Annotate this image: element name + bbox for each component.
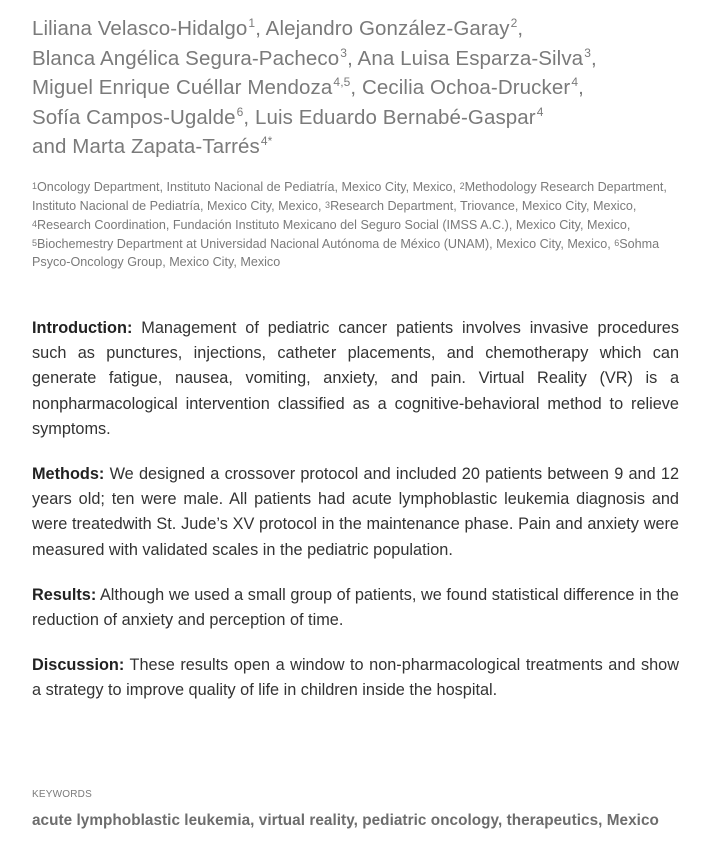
author-affiliation-ref: 2 [510,16,518,30]
affiliation-text: Research Department, Triovance, Mexico City, Mexico, [330,199,637,213]
author-name: Sofía Campos-Ugalde [32,105,236,129]
author-name: Blanca Angélica Segura-Pacheco [32,46,340,70]
author-affiliation-ref: 6 [236,104,244,119]
section-text-discussion: These results open a window to non-pharmacological treatments and show a strategy to improve quality of life in children inside the hospital. [32,656,679,700]
abstract-methods [32,462,679,563]
section-label-results: Results: [32,585,97,604]
abstract [32,316,679,724]
author-name: and Marta Zapata-Tarrés [32,135,260,158]
section-text-introduction: Management of pediatric cancer patients involves invasive procedures such as punctures, injections, catheter placements, and chemotherapy which can generate fatigue, nausea, vomiting, anxiety, and pain. Virtual Reality (VR) is a nonpharmacological intervention classified as a cognitive-behavioral method to relieve symptoms. [32,319,679,438]
author-line [32,44,702,74]
author-line [32,132,702,162]
author-line [32,103,702,133]
affiliation-text: Methodology Research Department, Instituto Nacional de Pediatría, Mexico City, Mexico, [32,180,667,213]
author-affiliation-ref: 4,5 [333,75,351,89]
affiliation-number: 1 [32,181,38,191]
author-list [32,14,702,162]
affiliation-number: 3 [325,200,331,210]
author-line [32,73,702,103]
author-affiliation-ref: 4 [536,104,544,119]
affiliation-text: Oncology Department, Instituto Nacional de Pediatría, Mexico City, Mexico, [37,180,460,194]
author-separator: , [517,17,524,40]
keywords-list: acute lymphoblastic leukemia, virtual reality, pediatric oncology, therapeutics, Mexico [32,812,659,829]
section-text-methods: We designed a crossover protocol and included 20 patients between 9 and 12 years old; ten were male. All patients had acute lymphoblastic leukemia diagnosis and were treatedwith St. Jude’s XV protocol in the maintenance phase. Pain and anxiety were measured with validated scales in the pediatric population. [32,465,679,559]
author-affiliation-ref: 4 [571,75,579,89]
affiliation-text: Sohma Psyco-Oncology Group, Mexico City, Mexico [32,237,660,269]
author-name: Ana Luisa Esparza-Silva [357,46,584,70]
section-label-methods: Methods: [32,465,105,484]
author-affiliation-ref: 3 [584,45,591,60]
keywords-heading: KEYWORDS [32,789,92,800]
author-name: Cecilia Ochoa-Drucker [362,76,571,99]
author-separator: , [578,76,584,99]
author-separator: , [243,105,255,129]
affiliations [32,177,692,271]
author-name: Miguel Enrique Cuéllar Mendoza [32,76,333,99]
affiliation-number: 5 [32,238,38,248]
author-line [32,14,702,44]
author-separator: , [590,46,597,70]
author-name: Luis Eduardo Bernabé-Gaspar [254,105,536,129]
section-label-introduction: Introduction: [32,319,133,337]
affiliation-number: 6 [614,238,620,248]
section-text-results: Although we used a small group of patients, we found statistical difference in the reduction of anxiety and perception of time. [32,585,679,630]
abstract-discussion [32,653,679,703]
affiliation-number: 2 [459,181,465,191]
author-separator: , [255,17,266,40]
affiliation-text: Research Coordination, Fundación Instituto Mexicano del Seguro Social (IMSS A.C.), Mexico City, Mexico, [37,218,631,232]
author-separator: , [350,76,362,99]
author-name: Liliana Velasco-Hidalgo [32,17,248,40]
corresponding-author-ref: 4* [260,134,273,148]
affiliation-number: 4 [32,219,38,229]
abstract-introduction [32,316,679,442]
abstract-results [32,583,679,633]
section-label-discussion: Discussion: [32,656,125,675]
author-affiliation-ref: 1 [248,16,256,30]
author-separator: , [347,46,358,70]
affiliation-text: Biochemestry Department at Universidad Nacional Autónoma de México (UNAM), Mexico City, Mexico, [37,237,615,251]
author-affiliation-ref: 3 [340,45,348,60]
author-name: Alejandro González-Garay [265,17,510,40]
